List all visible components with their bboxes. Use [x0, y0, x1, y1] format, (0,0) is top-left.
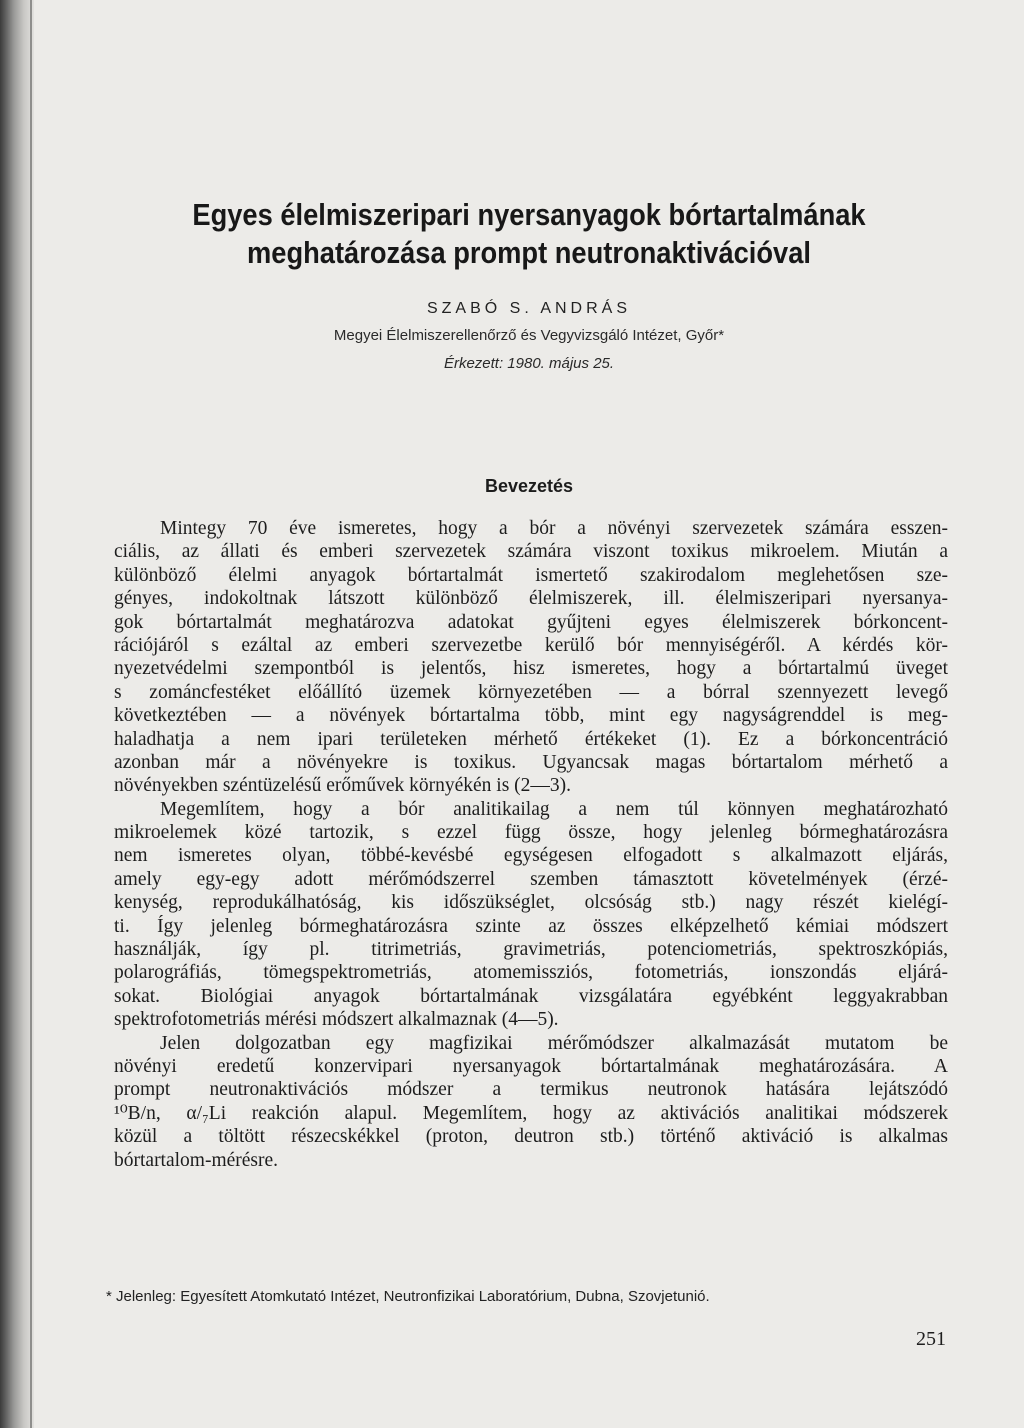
body-line: Jelen dolgozatban egy magfizikai mérőmódszer alkalmazását mutatom be: [160, 1032, 948, 1054]
body-line: gok bórtartalmát meghatározva adatokat gyűjteni egyes élelmiszerek bórkoncent-: [114, 611, 948, 633]
body-line: polarográfiás, tömegspektrometriás, atomemissziós, fotometriás, ionszondás eljárá-: [114, 962, 948, 984]
body-line: ti. Így jelenleg bórmeghatározásra szinte az összes elképzelhető kémiai módszert: [114, 915, 948, 937]
author-affiliation: Megyei Élelmiszerellenőrző és Vegyvizsgáló Intézet, Győr*: [333, 327, 725, 344]
author-name: SZABÓ S. ANDRÁS: [426, 300, 632, 317]
body-line: Mintegy 70 éve ismeretes, hogy a bór a növényi szervezetek számára esszen-: [160, 518, 948, 539]
received-date: Érkezett: 1980. május 25.: [443, 355, 615, 372]
title-line-2: meghatározása prompt neutronaktivációval: [247, 235, 811, 270]
body-line: azonban már a növényekre is toxikus. Ugyancsak magas bórtartalom mérhető a: [114, 751, 948, 773]
body-line: amely egy-egy adott mérőmódszerrel szemben támasztott követelmények (érzé-: [114, 868, 948, 890]
body-line: mikroelemek közé tartozik, s ezzel függ össze, hogy jelenleg bórmeghatározásra: [114, 822, 948, 844]
body-line: spektrofotometriás mérési módszert alkalmaznak (4—5).: [114, 1009, 559, 1031]
body-line: Megemlítem, hogy a bór analitikailag a nem túl könnyen meghatározható: [160, 798, 948, 820]
body-line: kenység, reprodukálhatóság, kis időszükséglet, olcsóság stb.) nagy részét kielégí-: [114, 892, 948, 914]
body-line: közül a töltött részecskékkel (proton, deutron stb.) történő aktiváció is alkalmas: [114, 1126, 948, 1148]
body-line: s zománcfestéket előállító üzemek környezetében — a bórral szennyezett levegő: [114, 681, 948, 703]
body-line: növényi eredetű konzervipari nyersanyagok bórtartalmának meghatározására. A: [114, 1055, 948, 1077]
body-line: haladhatja a nem ipari területeken mérhető értékeket (1). Ez a bórkoncentráció: [114, 728, 948, 750]
body-line: következtében — a növények bórtartalma több, mint egy nagyságrenddel is meg-: [114, 705, 948, 727]
body-line: nem ismeretes olyan, többé-kevésbé egységesen elfogadott s alkalmazott eljárás,: [114, 845, 948, 867]
body-line: rációjáról s ezáltal az emberi szervezetbe kerülő bór mennyiségéről. A kérdés kör-: [114, 634, 948, 656]
body-line: ciális, az állati és emberi szervezetek számára viszont toxikus mikroelem. Miután a: [114, 541, 948, 563]
body-line: gényes, indokoltnak látszott különböző élelmiszerek, ill. élelmiszeripari nyersanya-: [114, 588, 948, 610]
article-title: [93, 196, 964, 272]
body-line: használják, így pl. titrimetriás, gravimetriás, potenciometriás, spektroszkópiás,: [114, 939, 948, 961]
body-line: bórtartalom-mérésre.: [114, 1149, 279, 1171]
body-line: növényekben széntüzelésű erőművek környékén is (2—3).: [114, 775, 572, 797]
body-text: [114, 517, 948, 1172]
title-line-1: Egyes élelmiszeripari nyersanyagok bórtartalmának: [192, 197, 866, 232]
body-line: ¹⁰B/n, α/₇Li reakción alapul. Megemlítem, hogy az aktivációs analitikai módszerek: [114, 1102, 948, 1124]
body-line: sokat. Biológiai anyagok bórtartalmának vizsgálatára egyébként leggyakrabban: [114, 985, 948, 1007]
footnote: * Jelenleg: Egyesített Atomkutató Intézet, Neutronfizikai Laboratórium, Dubna, Szovjetunió.: [106, 1288, 710, 1305]
page-number: 251: [916, 1328, 946, 1350]
body-line: nyezetvédelmi szempontból is jelentős, hisz ismeretes, hogy a bórtartalmú üveget: [114, 658, 948, 680]
section-heading: Bevezetés: [484, 476, 574, 496]
body-line: különböző élelmi anyagok bórtartalmát ismertető szakirodalom meglehetősen sze-: [114, 564, 948, 586]
page-binding-shadow: [0, 0, 34, 1428]
binding-edge: [30, 0, 32, 1428]
body-line: prompt neutronaktivációs módszer a termikus neutronok hatására lejátszódó: [114, 1079, 948, 1101]
document-page: [34, 0, 1024, 1428]
